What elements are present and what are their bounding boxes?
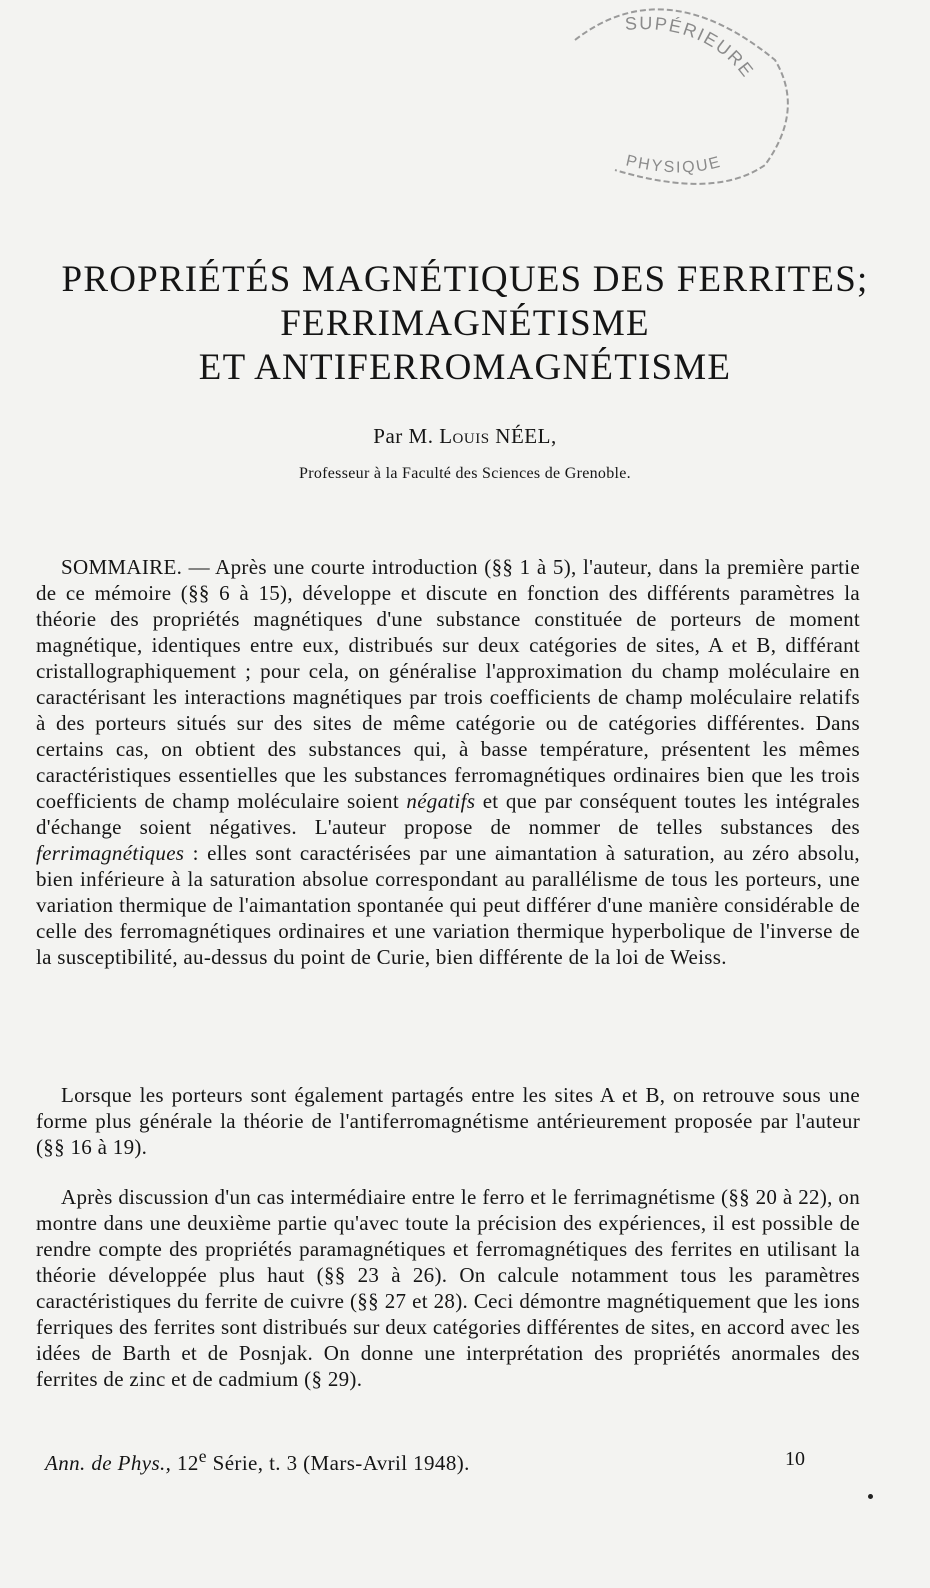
journal-reference xyxy=(45,1446,825,1476)
author-first-name: Louis xyxy=(439,424,490,448)
author-last-name: NÉEL, xyxy=(495,424,557,448)
journal-series-suffix: e xyxy=(198,1446,207,1466)
summary-paragraph-2: Lorsque les porteurs sont également partagés entre les sites A et B, on retrouve sous une forme plus générale la théorie de l'antiferromagnétisme antérieurement proposée par l'auteur (§§ 16 à 19). xyxy=(36,1083,860,1159)
title-line-1: PROPRIÉTÉS MAGNÉTIQUES DES FERRITES; xyxy=(61,259,869,300)
print-speck xyxy=(868,1494,873,1499)
svg-text:PHYSIQUE xyxy=(624,152,723,176)
summary-italic-ferrimagnetiques: ferrimagnétiques xyxy=(36,841,185,865)
summary-paragraph-1 xyxy=(36,554,860,970)
journal-name: Ann. de Phys., xyxy=(45,1451,172,1475)
title-line-2: FERRIMAGNÉTISME xyxy=(280,303,650,344)
library-stamp xyxy=(555,0,800,190)
title-line-3: ET ANTIFERROMAGNÉTISME xyxy=(198,347,732,388)
summary-text-1a: SOMMAIRE. — Après une courte introduction (§§ 1 à 5), l'auteur, dans la première partie de ce mémoire (§§ 6 à 15), développe et discute en fonction des différents paramètres la théorie des propriétés magnétiques d'une substance constituée de porteurs de moment magnétique, identiques entre eux, distribués sur deux catégories de sites, A et B, différant cristallographiquement ; pour cela, on généralise l'approximation du champ moléculaire en caractérisant les interactions magnétiques par trois coefficients de champ moléculaire relatifs à des porteurs situés sur des sites de même catégorie ou de catégories différentes. Dans certains cas, on obtient des substances qui, à basse température, présentent les mêmes caractéristiques essentielles que les substances ferromagnétiques ordinaires bien que les trois coefficients de champ moléculaire soient xyxy=(36,555,860,813)
summary-text-1b: et que par conséquent toutes les intégrales d'échange soient négatives. L'auteur propose de nommer de telles substances des xyxy=(36,789,860,839)
svg-text:SUPÉRIEURE xyxy=(624,13,758,82)
journal-issue: Série, t. 3 (Mars-Avril 1948). xyxy=(212,1451,470,1475)
journal-series: 12 xyxy=(176,1451,199,1475)
stamp-seal-icon xyxy=(555,0,800,190)
author-affiliation: Professeur à la Faculté des Sciences de Grenoble. xyxy=(299,465,631,482)
summary-text-1c: : elles sont caractérisées par une aimantation à saturation, au zéro absolu, bien inférieure à la saturation absolue correspondant au parallélisme de tous les porteurs, une variation thermique de l'aimantation spontanée qui peut différer d'une manière considérable de celle des ferromagnétiques ordinaires et une variation thermique hyperbolique de l'inverse de la susceptibilité, au-dessus du point de Curie, bien différente de la loi de Weiss. xyxy=(36,841,860,969)
stamp-text-bottom: PHYSIQUE xyxy=(624,152,724,177)
stamp-text-top: SUPÉRIEURE xyxy=(624,13,759,82)
summary-italic-negatifs: négatifs xyxy=(406,789,476,813)
paper-title xyxy=(40,258,890,390)
author-byline xyxy=(0,424,930,449)
page-number: 10 xyxy=(785,1448,805,1470)
summary-paragraph-3: Après discussion d'un cas intermédiaire entre le ferro et le ferrimagnétisme (§§ 20 à 22), on montre dans une deuxième partie qu'avec toute la précision des expériences, il est possible de rendre compte des propriétés paramagnétiques et ferromagnétiques des ferrites en utilisant la théorie développée plus haut (§§ 23 à 26). On calcule notamment tous les paramètres caractéristiques du ferrite de cuivre (§§ 27 et 28). Ceci démontre magnétiquement que les ions ferriques des ferrites sont distribués sur deux catégories différentes de sites, en accord avec les idées de Barth et de Posnjak. On donne une interprétation des propriétés anormales des ferrites de zinc et de cadmium (§ 29). xyxy=(36,1185,860,1391)
byline-prefix: Par M. xyxy=(373,424,434,448)
